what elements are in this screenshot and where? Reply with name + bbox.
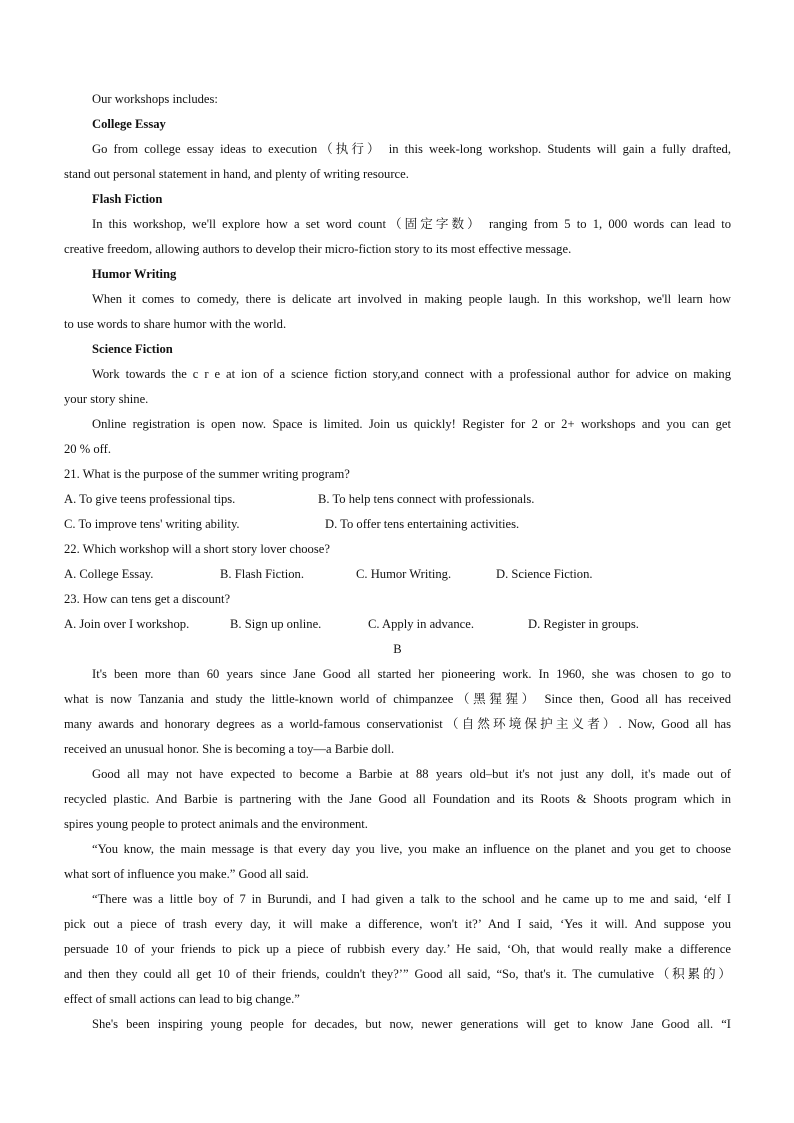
passage-line: It's been more than 60 years since Jane Good all started her pioneering work. In 1960, she was chosen to go to <box>92 667 731 681</box>
option-a: A. Join over I workshop. <box>64 617 190 631</box>
passage-line: Good all may not have expected to become a Barbie at 88 years old–but it's not just any doll, it's made out of <box>92 767 731 781</box>
workshop-desc-line: creative freedom, allowing authors to develop their micro-fiction story to its most effective message. <box>64 242 572 256</box>
option-a: A. To give teens professional tips. <box>64 492 236 506</box>
question-21-options-row <box>64 512 731 537</box>
workshop-title-science-fiction: Science Fiction <box>92 342 173 356</box>
question-22-options-row <box>64 562 731 587</box>
option-b: B. Sign up online. <box>230 617 322 631</box>
workshop-title-humor-writing: Humor Writing <box>92 267 177 281</box>
passage-line: recycled plastic. And Barbie is partnering with the Jane Good all Foundation and its Roots & Shoots program which in <box>64 792 731 806</box>
option-d: D. Science Fiction. <box>496 567 593 581</box>
option-b: B. To help tens connect with professionals. <box>318 492 535 506</box>
option-d: D. Register in groups. <box>528 617 639 631</box>
passage-line: and then they could all get 10 of their friends, couldn't they?’” Good all said, “So, that's it. The cumulative（积累的） <box>64 967 731 981</box>
workshop-desc-line: In this workshop, we'll explore how a set word count（固定字数） ranging from 5 to 1, 000 words can lead to <box>92 217 731 231</box>
workshop-desc-line: Work towards the c r e at ion of a science fiction story,and connect with a professional author for advice on making <box>92 367 731 381</box>
passage-line: She's been inspiring young people for decades, but now, newer generations will get to know Jane Good all. “I <box>92 1017 731 1031</box>
passage-line: received an unusual honor. She is becoming a toy—a Barbie doll. <box>64 742 395 756</box>
option-d: D. To offer tens entertaining activities. <box>325 517 520 531</box>
workshop-title-college-essay: College Essay <box>92 117 166 131</box>
workshops-intro: Our workshops includes: <box>92 92 218 106</box>
registration-line: Online registration is open now. Space is limited. Join us quickly! Register for 2 or 2+ workshops and you can get <box>92 417 731 431</box>
passage-line: what sort of influence you make.” Good all said. <box>64 867 309 881</box>
question-23-options-row <box>64 612 731 637</box>
passage-line: what is now Tanzania and study the little-known world of chimpanzee（黑猩猩） Since then, Good all has received <box>64 692 731 706</box>
passage-line: spires young people to protect animals and the environment. <box>64 817 368 831</box>
passage-line: persuade 10 of your friends to pick up a piece of rubbish every day.’ He said, ‘Oh, that would really make a difference <box>64 942 731 956</box>
section-b-label: B <box>393 642 402 656</box>
question-22-stem: 22. Which workshop will a short story lover choose? <box>64 542 330 556</box>
passage-line: “There was a little boy of 7 in Burundi, and I had given a talk to the school and he came up to me and said, ‘elf I <box>92 892 731 906</box>
option-a: A. College Essay. <box>64 567 154 581</box>
question-21-options-row <box>64 487 731 512</box>
document-page <box>64 87 731 1037</box>
workshop-desc-line: stand out personal statement in hand, and plenty of writing resource. <box>64 167 409 181</box>
question-21-stem: 21. What is the purpose of the summer writing program? <box>64 467 350 481</box>
option-c: C. Humor Writing. <box>356 567 452 581</box>
registration-line: 20 % off. <box>64 442 111 456</box>
workshop-title-flash-fiction: Flash Fiction <box>92 192 163 206</box>
question-23-stem: 23. How can tens get a discount? <box>64 592 231 606</box>
option-b: B. Flash Fiction. <box>220 567 304 581</box>
workshop-desc-line: Go from college essay ideas to execution（执行） in this week-long workshop. Students will gain a fully drafted, <box>92 142 731 156</box>
option-c: C. Apply in advance. <box>368 617 474 631</box>
passage-line: pick out a piece of trash every day, it will make a difference, won't it?’ And I said, ‘Yes it will. And suppose you <box>64 917 731 931</box>
workshop-desc-line: When it comes to comedy, there is delicate art involved in making people laugh. In this workshop, we'll learn how <box>92 292 731 306</box>
workshop-desc-line: to use words to share humor with the world. <box>64 317 287 331</box>
passage-line: many awards and honorary degrees as a world-famous conservationist（自然环境保护主义者）. Now, Good all has <box>64 717 731 731</box>
passage-line: “You know, the main message is that every day you live, you make an influence on the planet and you get to choose <box>92 842 731 856</box>
option-c: C. To improve tens' writing ability. <box>64 517 240 531</box>
passage-line: effect of small actions can lead to big change.” <box>64 992 300 1006</box>
workshop-desc-line: your story shine. <box>64 392 149 406</box>
